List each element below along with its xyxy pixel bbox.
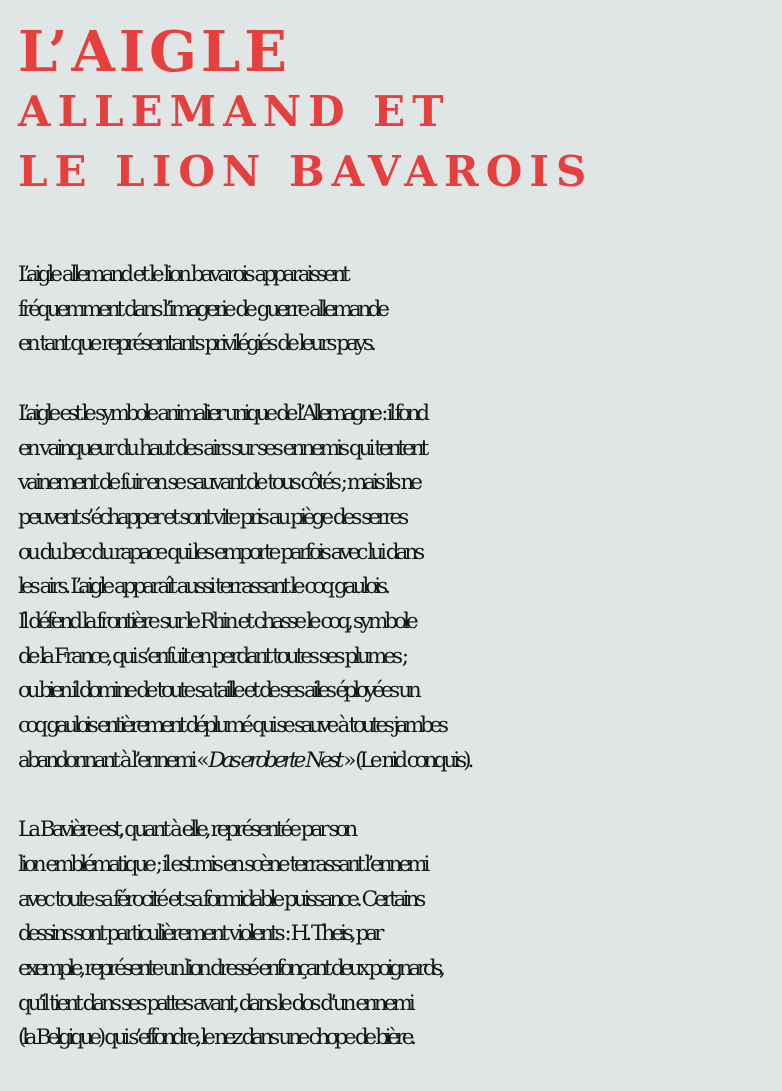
cited-work-title: Das eroberte Nest: [208, 747, 341, 773]
text-line: vainement de fuir en se sauvant de tous côtés ; mais ils ne: [18, 470, 419, 496]
text-line-with-title: [18, 744, 778, 779]
title-line-3: LE LION BAVAROIS: [18, 147, 594, 196]
text-line: Il défend la frontière sur le Rhin et chasse le coq, symbole: [18, 609, 415, 635]
text-line: exemple, représente un lion dressé enfonçant deux poignards,: [18, 956, 442, 982]
text-line: ou bien il domine de toute sa taille et de ses ailes éployées un: [18, 678, 418, 704]
text-line: (la Belgique) qui s’effondre, le nez dans une chope de bière.: [18, 1025, 413, 1051]
text-line: peuvent s’échapper et sont vite pris au piège des serres: [18, 504, 406, 530]
title-line-2: ALLEMAND ET: [18, 87, 451, 136]
text-line: dessins sont particulièrement violents : H. Theis, par: [18, 921, 381, 947]
title-line-1: L’AIGLE: [18, 19, 291, 85]
text-line: L’aigle est le symbole animalier unique de l’Allemagne : il fond: [18, 400, 426, 426]
text-line: les airs. L’aigle apparaît aussi terrassant le coq gaulois.: [18, 574, 387, 600]
paragraph-intro: [18, 258, 778, 362]
text-segment: » (Le nid conquis).: [340, 747, 471, 773]
text-line: en tant que représentants privilégiés de leurs pays.: [18, 331, 373, 357]
text-line: qu’il tient dans ses pattes avant, dans le dos d’un ennemi: [18, 990, 412, 1016]
text-line: La Bavière est, quant à elle, représentée par son: [18, 817, 355, 843]
paragraph-eagle: [18, 397, 778, 779]
text-segment: abandonnant à l’ennemi «: [18, 747, 209, 773]
page-title: [18, 19, 594, 202]
text-line: lion emblématique ; il est mis en scène terrassant l’ennemi: [18, 851, 427, 877]
text-line: ou du bec du rapace qui les emporte parfois avec lui dans: [18, 539, 422, 565]
paragraph-lion: [18, 813, 778, 1056]
text-line: L’aigle allemand et le lion bavarois apparaissent: [18, 262, 347, 287]
text-line: fréquemment dans l’imagerie de guerre allemande: [18, 296, 386, 322]
text-line: en vainqueur du haut des airs sur ses ennemis qui tentent: [18, 435, 426, 461]
article-body: [18, 258, 778, 1091]
text-line: coq gaulois entièrement déplumé qui se sauve à toutes jambes: [18, 713, 445, 739]
text-line: avec toute sa férocité et sa formidable puissance. Certains: [18, 886, 423, 912]
text-line: de la France, qui s’enfuit en perdant toutes ses plumes ;: [18, 643, 406, 669]
